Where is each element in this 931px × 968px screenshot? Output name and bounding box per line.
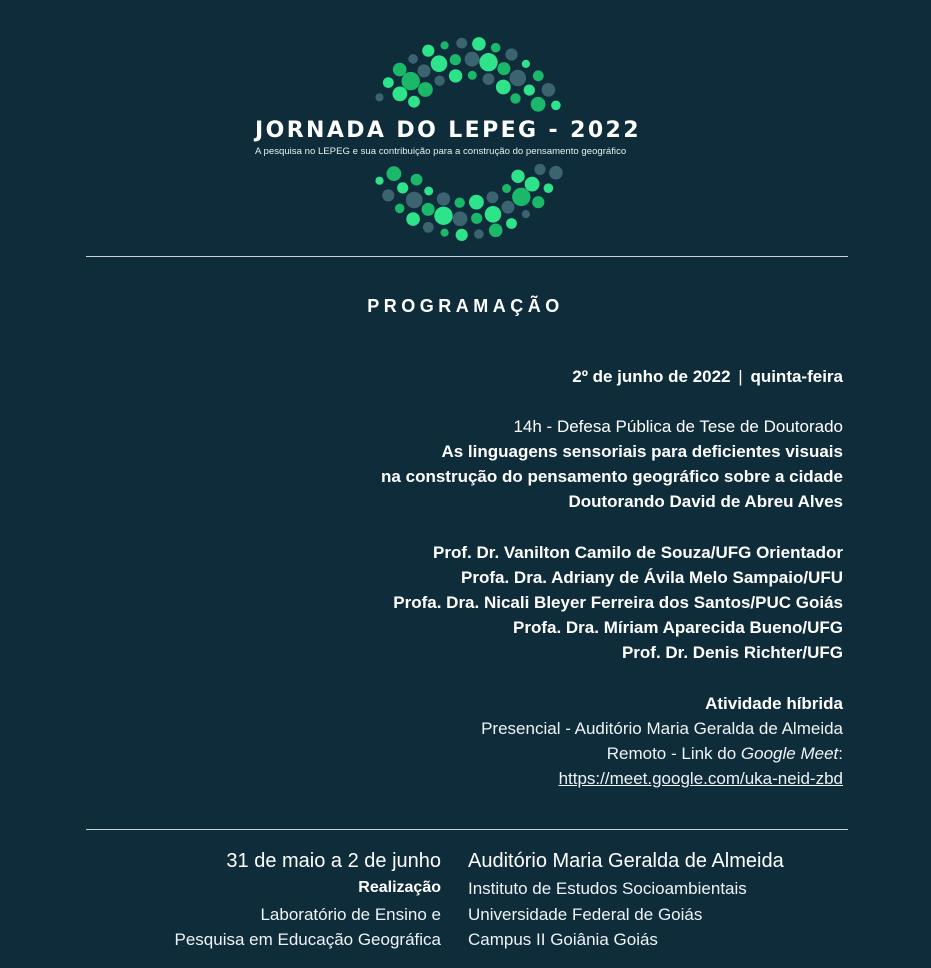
event-title: JORNADA DO LEPEG - 2022	[255, 118, 641, 143]
logo-dot	[387, 166, 402, 181]
logo-dot	[393, 87, 408, 102]
remote-info	[607, 743, 843, 765]
candidate-name: Doutorando David de Abreu Alves	[568, 492, 843, 511]
logo-dot	[522, 210, 530, 218]
logo-dot	[441, 41, 449, 49]
logo-dot	[424, 187, 433, 196]
venue-name: Auditório Maria Geralda de Almeida	[468, 850, 784, 872]
thesis-title-line1: As linguagens sensoriais para deficientes visuais	[441, 442, 843, 461]
logo-dot	[431, 55, 448, 72]
logo-dot	[406, 212, 420, 226]
logo-dot	[441, 229, 449, 237]
logo-dot	[437, 192, 450, 205]
committee-member: Profa. Dra. Nicali Bleyer Ferreira dos Santos/PUC Goiás	[393, 593, 843, 612]
logo-dot	[496, 80, 511, 95]
programacao-heading: PROGRAMAÇÃO	[367, 296, 564, 316]
logo-dot	[423, 222, 434, 233]
logo-dot	[422, 45, 434, 57]
logo-dot	[449, 69, 462, 82]
committee-member: Profa. Dra. Míriam Aparecida Bueno/UFG	[513, 618, 843, 637]
organizer-line1: Laboratório de Ensino e	[260, 905, 441, 924]
logo-dot	[522, 60, 530, 68]
activity-label: Atividade híbrida	[705, 694, 843, 713]
logo-dot	[402, 72, 420, 90]
logo-dot	[506, 218, 517, 229]
logo-dot	[531, 97, 546, 112]
address-line3: Campus II Goiânia Goiás	[468, 930, 658, 949]
logo-dot	[383, 77, 394, 88]
logo-dot	[472, 37, 486, 51]
logo-dot	[469, 195, 484, 210]
logo-dot	[505, 48, 517, 60]
logo-dot	[502, 201, 515, 214]
logo-dot	[511, 170, 524, 183]
session-date: 2º de junho de 2022	[572, 367, 731, 386]
logo-dot	[534, 164, 545, 175]
logo-dot	[489, 224, 503, 238]
logo-dot	[453, 211, 468, 226]
logo-dot	[422, 203, 435, 216]
logo-dot	[375, 93, 383, 101]
logo-dot	[487, 191, 499, 203]
logo-dot	[434, 207, 452, 225]
logo-dot	[502, 184, 511, 193]
event-subtitle: A pesquisa no LEPEG e sua contribuição para a construção do pensamento geográfico	[255, 146, 627, 157]
logo-dot	[455, 198, 465, 208]
top-divider	[86, 256, 848, 257]
address-line2: Universidade Federal de Goiás	[468, 905, 703, 924]
logo-dot	[406, 192, 423, 209]
address-line1: Instituto de Estudos Socioambientais	[468, 879, 747, 898]
thesis-title-line2: na construção do pensamento geográfico sobre a cidade	[381, 467, 843, 486]
logo-dot	[434, 76, 444, 86]
logo-dot	[450, 54, 461, 65]
logo-dot	[465, 52, 480, 67]
remote-platform: Google Meet	[740, 744, 839, 763]
logo-dot	[510, 93, 520, 103]
logo-dot	[483, 73, 495, 85]
logo-dot	[524, 85, 535, 96]
committee-member: Profa. Dra. Adriany de Ávila Melo Sampaio/UFU	[461, 568, 843, 587]
logo-dot	[411, 174, 423, 186]
remote-suffix: :	[838, 744, 843, 763]
committee-member: Prof. Dr. Denis Richter/UFG	[621, 643, 843, 662]
logo-dot	[468, 71, 477, 80]
logo-dot	[474, 229, 484, 239]
organizer-line2: Pesquisa em Educação Geográfica	[174, 930, 441, 949]
logo-dot	[418, 82, 433, 97]
logo-dot	[479, 53, 497, 71]
logo-dot	[408, 96, 420, 108]
logo-dot	[456, 38, 467, 49]
logo-dot	[471, 213, 482, 224]
logo-dot	[512, 188, 530, 206]
in-person-info: Presencial - Auditório Maria Geralda de Almeida	[481, 719, 843, 738]
logo-dot	[542, 83, 556, 97]
committee-member: Prof. Dr. Vanilton Camilo de Souza/UFG Orientador	[433, 543, 843, 562]
logo-dot	[395, 204, 405, 214]
date-separator: |	[738, 367, 743, 386]
logo-dot	[375, 177, 383, 185]
logo-dot	[418, 64, 431, 77]
realizacao-label: Realização	[358, 879, 441, 896]
remote-prefix: Remoto - Link do	[606, 744, 741, 763]
logo-dot	[510, 70, 527, 87]
logo-dot	[408, 54, 418, 64]
event-dates: 31 de maio a 2 de junho	[226, 850, 441, 872]
logo-dot	[456, 229, 468, 241]
logo-dot	[549, 166, 563, 180]
session-time-title: 14h - Defesa Pública de Tese de Doutorado	[513, 417, 843, 436]
logo-dot	[533, 70, 544, 81]
logo-dot	[551, 101, 561, 111]
logo-dot	[532, 196, 544, 208]
logo-dot	[397, 182, 408, 193]
logo-dot	[544, 183, 554, 193]
logo-dot	[497, 62, 510, 75]
logo-dot	[382, 189, 394, 201]
meet-link[interactable]: https://meet.google.com/uka-neid-zbd	[558, 769, 843, 788]
logo-dot	[525, 177, 540, 192]
session-weekday: quinta-feira	[750, 367, 843, 386]
bottom-divider	[86, 829, 848, 830]
session-date-line	[572, 366, 843, 388]
logo-dot	[491, 43, 501, 53]
logo-dot	[485, 206, 502, 223]
